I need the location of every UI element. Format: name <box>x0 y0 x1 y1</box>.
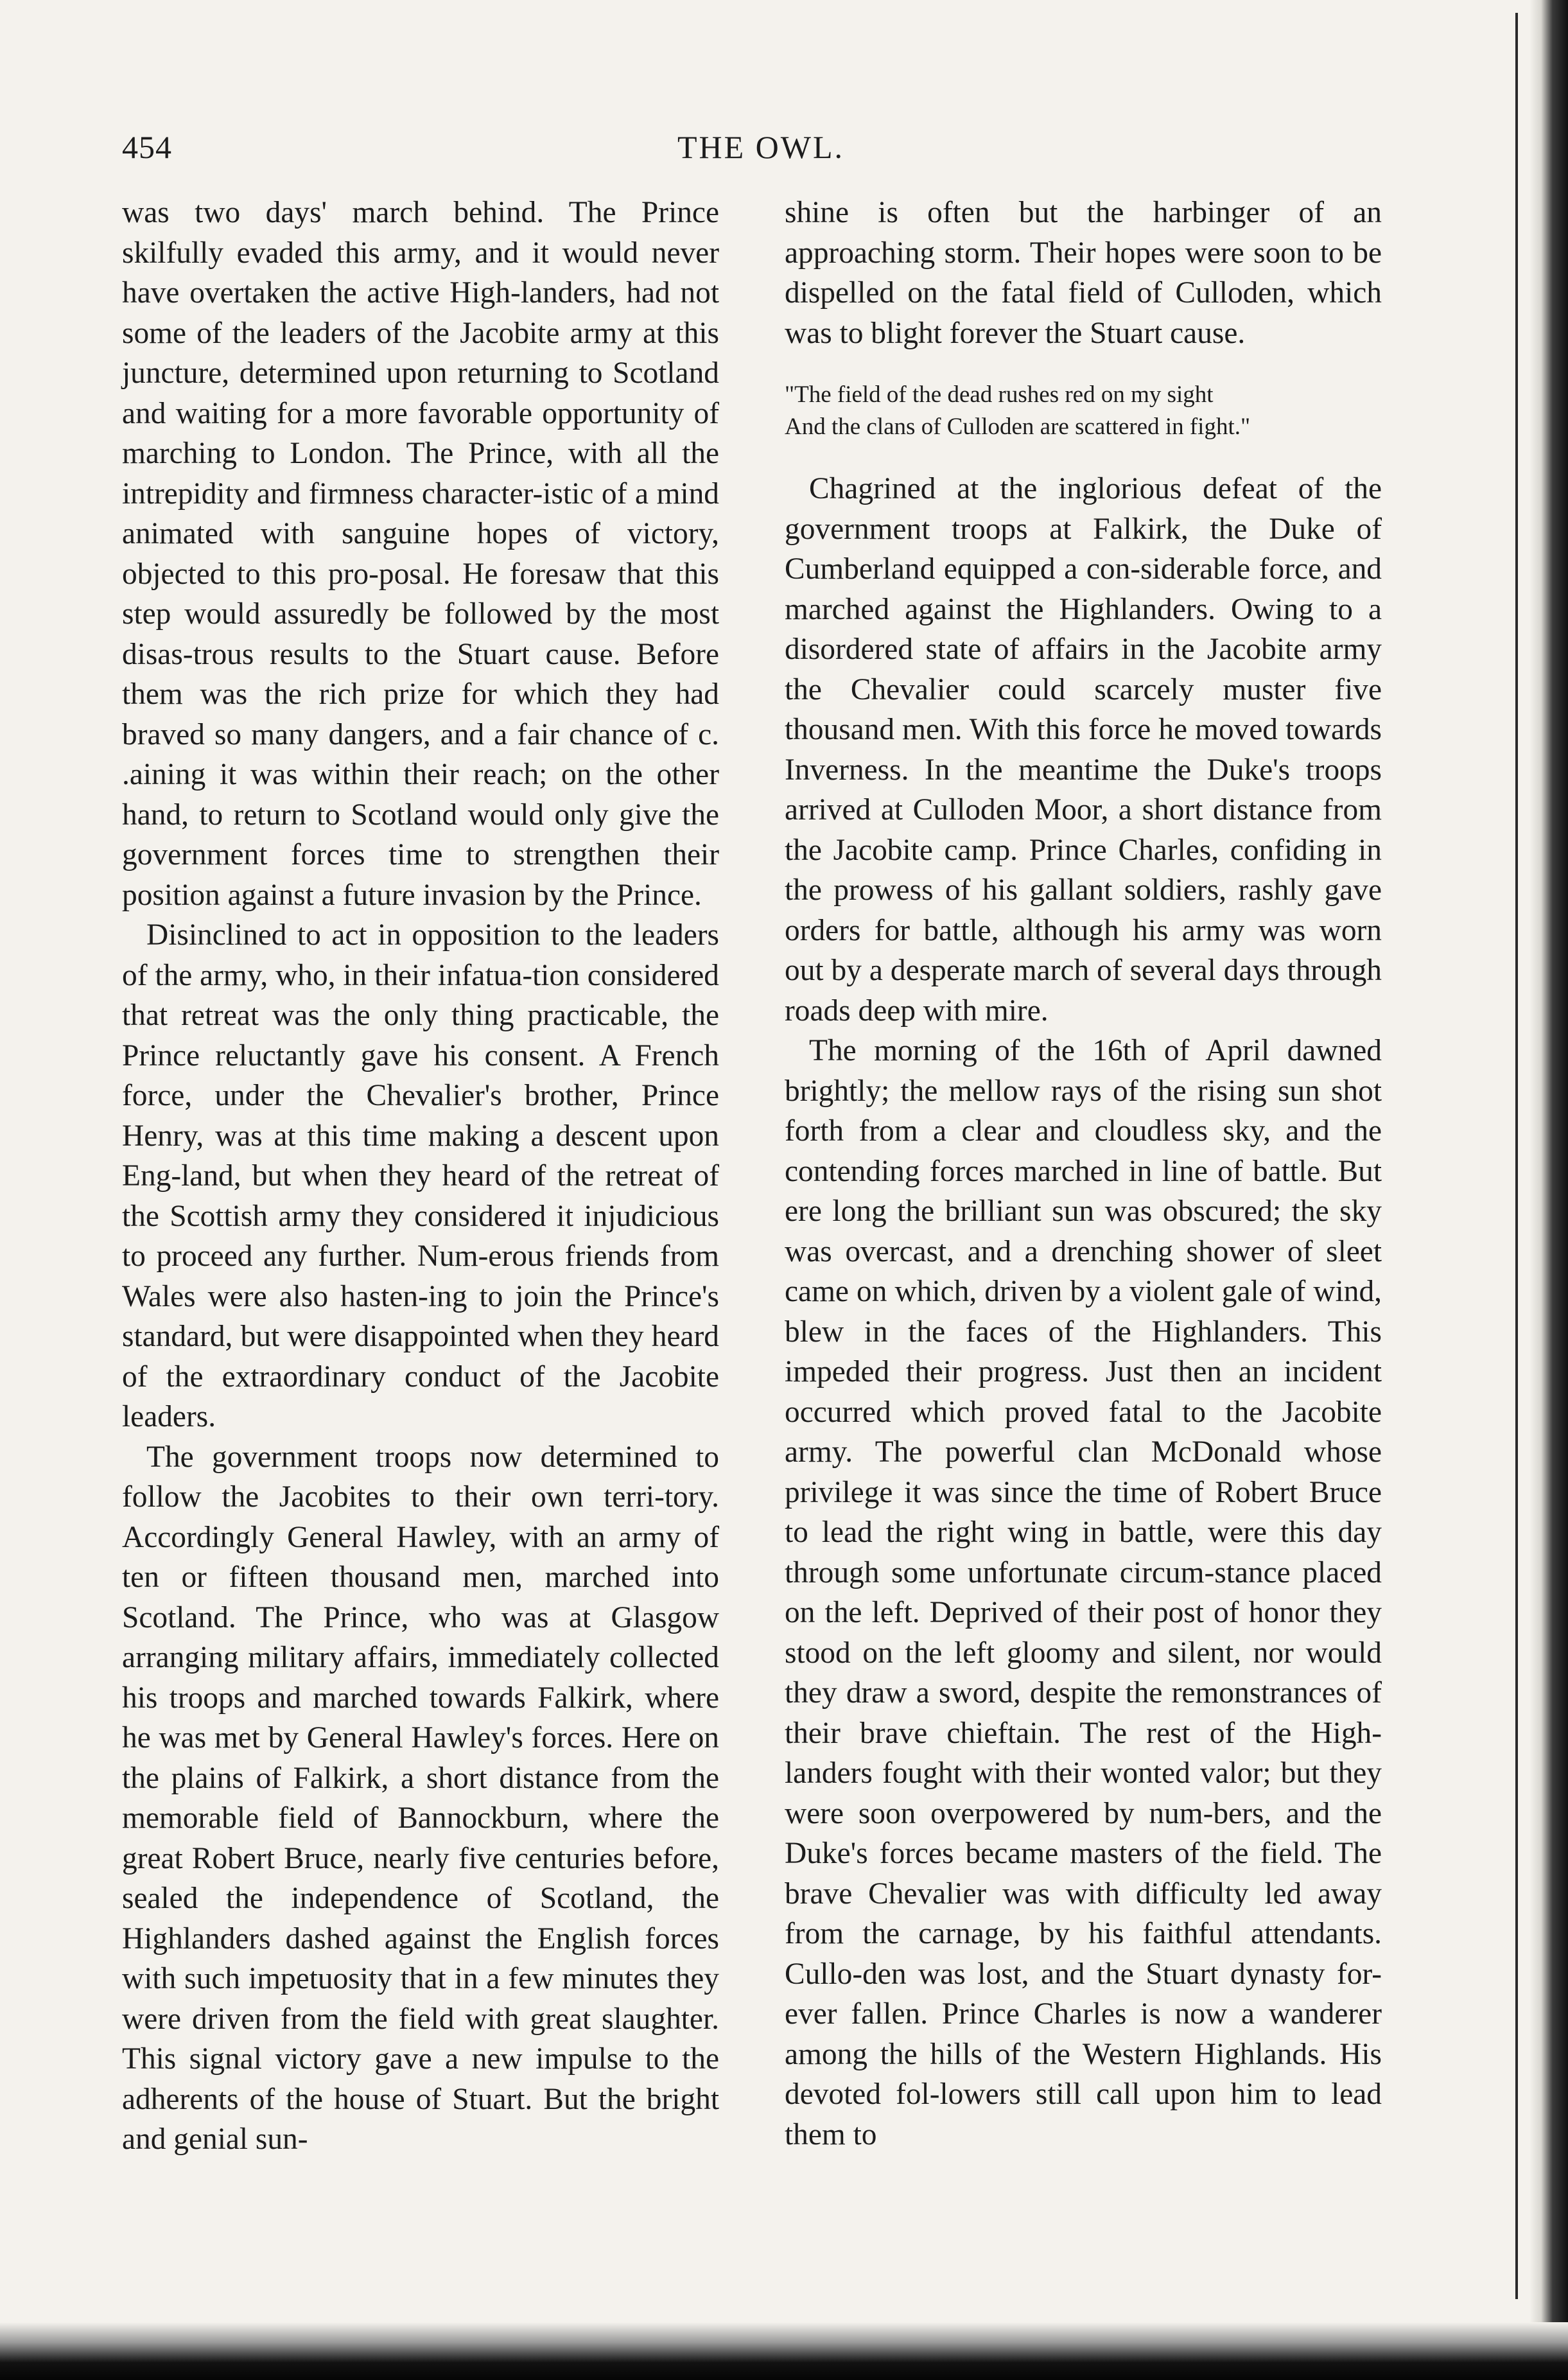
running-title: THE OWL. <box>677 129 845 165</box>
verse-quote <box>785 379 1382 443</box>
paragraph: The morning of the 16th of April dawned brightly; the mellow rays of the rising sun shot forth from a clear and cloudless sky, and the contending forces marched in line of battle. But ere long the brilliant sun was obscured; the sky was overcast, and a drenching shower of sleet came on which, driven by a violent gale of wind, blew in the faces of the Highlanders. This impeded their progress. Just then an incident occurred which proved fatal to the Jacobite army. The powerful clan McDonald whose privilege it was since the time of Robert Bruce to lead the right wing in battle, were this day through some unfortunate circum-stance placed on the left. Deprived of their post of honor they stood on the left gloomy and silent, nor would they draw a sword, despite the remonstrances of their brave chieftain. The rest of the High-landers fought with their wonted valor; but they were soon overpowered by num-bers, and the Duke's forces became masters of the field. The brave Chevalier was with difficulty led away from the carnage, by his faithful attendants. Cullo-den was lost, and the Stuart dynasty for-ever fallen. Prince Charles is now a wanderer among the hills of the Western Highlands. His devoted fol-lowers still call upon him to lead them to <box>785 1034 1382 2151</box>
paragraph: Disinclined to act in opposition to the leaders of the army, who, in their infatua-tion considered that retreat was the only thing practicable, the Prince reluctantly gave his consent. A French force, under the Chevalier's brother, Prince Henry, was at this time making a descent upon Eng-land, but when they heard of the retreat of the Scottish army they considered it injudicious to proceed any further. Num-erous friends from Wales were also hasten-ing to join the Prince's standard, but were disappointed when they heard of the extraordinary conduct of the Jacobite leaders. <box>122 918 719 1433</box>
scan-edge-bottom <box>0 2322 1568 2380</box>
paragraph: shine is often but the harbinger of an approaching storm. Their hopes were soon to be dispelled on the fatal field of Culloden, which was to blight forever the Stuart cause. <box>785 196 1382 350</box>
page-header <box>122 128 1400 173</box>
scan-edge-right <box>1529 0 1568 2380</box>
right-column <box>785 193 1382 2155</box>
quote-line: "The field of the dead rushes red on my sight <box>785 381 1214 408</box>
quote-line: And the clans of Culloden are scattered in fight." <box>785 414 1251 440</box>
paragraph: was two days' march behind. The Prince skilfully evaded this army, and it would never have overtaken the active High-landers, had not some of the leaders of the Jacobite army at this juncture, determined upon returning to Scotland and waiting for a more favorable opportunity of marching to London. The Prince, with all the intrepidity and firmness character-istic of a mind animated with sanguine hopes of victory, objected to this pro-posal. He foresaw that this step would assuredly be followed by the most disas-trous results to the Stuart cause. Before them was the rich prize for which they had braved so many dangers, and a fair chance of c. .aining it was within their reach; on the other hand, to return to Scotland would only give the government forces time to strengthen their position against a future invasion by the Prince. <box>122 196 719 912</box>
scan-border-line <box>1515 13 1518 2299</box>
paragraph: The government troops now determined to follow the Jacobites to their own terri-tory. Accordingly General Hawley, with an army of ten or fifteen thousand men, marched into Scotland. The Prince, who was at Glasgow arranging military affairs, immediately collected his troops and marched towards Falkirk, where he was met by General Hawley's forces. Here on the plains of Falkirk, a short distance from the memorable field of Bannockburn, where the great Robert Bruce, nearly five centuries before, sealed the independence of Scotland, the Highlanders dashed against the English forces with such impetuosity that in a few minutes they were driven from the field with great slaughter. This signal victory gave a new impulse to the adherents of the house of Stuart. But the bright and genial sun- <box>122 1440 719 2156</box>
left-column <box>122 193 719 2160</box>
paragraph: Chagrined at the inglorious defeat of the government troops at Falkirk, the Duke of Cumberland equipped a con-siderable force, and marched against the Highlanders. Owing to a disordered state of affairs in the Jacobite army the Chevalier could scarcely muster five thousand men. With this force he moved towards Inverness. In the meantime the Duke's troops arrived at Culloden Moor, a short distance from the Jacobite camp. Prince Charles, confiding in the prowess of his gallant soldiers, rashly gave orders for battle, although his army was worn out by a desperate march of several days through roads deep with mire. <box>785 472 1382 1028</box>
page-number: 454 <box>122 129 172 165</box>
